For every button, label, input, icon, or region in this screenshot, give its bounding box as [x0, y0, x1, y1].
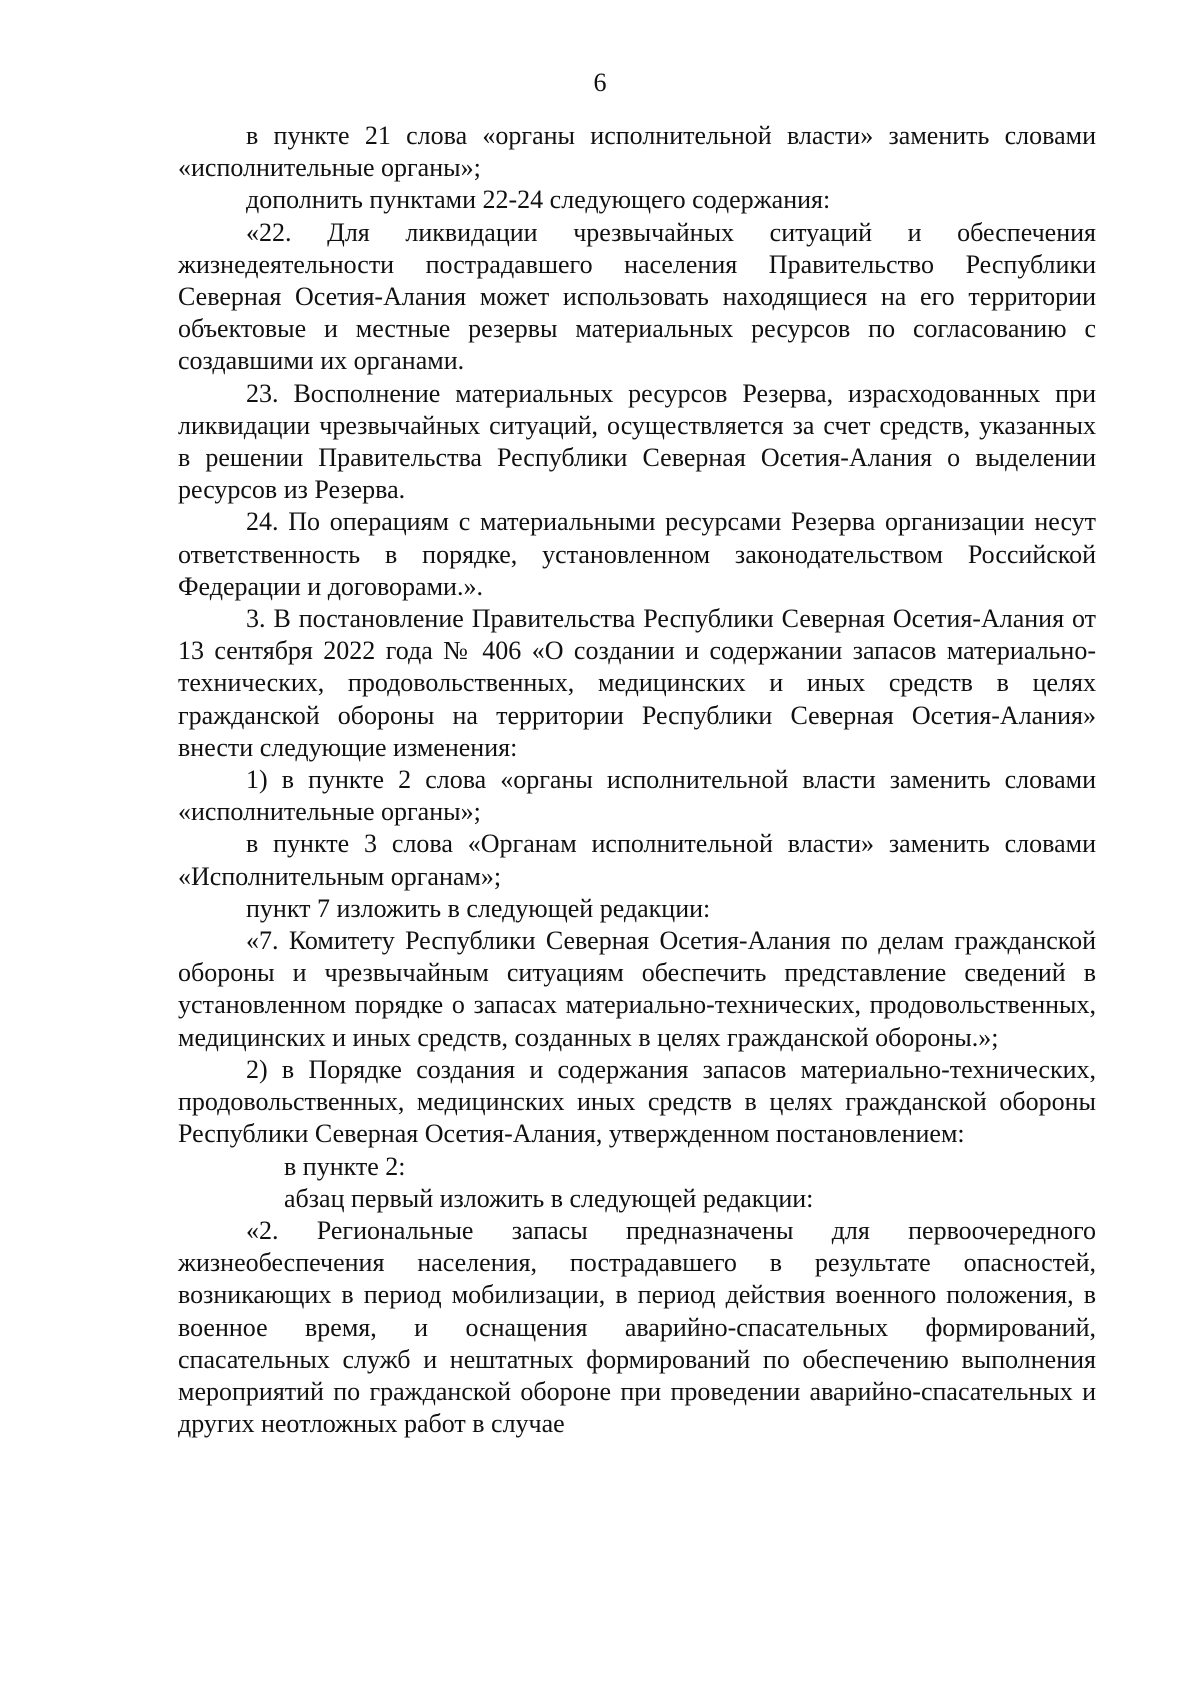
paragraph: в пункте 3 слова «Органам исполнительной власти» заменить словами «Исполнительным органам»; — [178, 829, 1096, 891]
paragraph: «22. Для ликвидации чрезвычайных ситуаций и обеспечения жизнедеятельности пострадавшего населения Правительство Республики Северная Осетия-Алания может использовать находящиеся на его территории объектовые и местные резервы материальных ресурсов по согласованию с создавшими их органами. — [178, 217, 1096, 376]
page-number: 6 — [593, 68, 607, 97]
paragraph: 2) в Порядке создания и содержания запасов материально-технических, продовольственных, медицинских иных средств в целях гражданской обороны Республики Северная Осетия-Алания, утвержденном постановлением: — [178, 1054, 1096, 1149]
paragraph: дополнить пунктами 22-24 следующего содержания: — [246, 185, 831, 215]
paragraph: в пункте 21 слова «органы исполнительной власти» заменить словами «исполнительные органы»; — [178, 121, 1096, 183]
document-body — [178, 120, 1096, 1440]
paragraph: «7. Комитету Республики Северная Осетия-Алания по делам гражданской обороны и чрезвычайным ситуациям обеспечить представление сведений в установленном порядке о запасах материально-технических, продовольственных, медицинских и иных средств, созданных в целях гражданской обороны.»; — [178, 926, 1096, 1052]
paragraph: абзац первый изложить в следующей редакции: — [284, 1183, 814, 1213]
paragraph: 3. В постановление Правительства Республики Северная Осетия-Алания от 13 сентября 2022 года № 406 «О создании и содержании запасов материально-технических, продовольственных, медицинских и иных средств в целях гражданской обороны на территории Республики Северная Осетия-Алания» внести следующие изменения: — [178, 604, 1096, 762]
paragraph: «2. Региональные запасы предназначены для первоочередного жизнеобеспечения населения, пострадавшего в результате опасностей, возникающих в период мобилизации, в период действия военного положения, в военное время, и оснащения аварийно-спасательных формирований, спасательных служб и нештатных формирований по обеспечению выполнения мероприятий по гражданской обороне при проведении аварийно-спасательных и других неотложных работ в случае — [178, 1215, 1096, 1439]
paragraph: 1) в пункте 2 слова «органы исполнительной власти заменить словами «исполнительные органы»; — [178, 765, 1096, 827]
paragraph: 24. По операциям с материальными ресурсами Резерва организации несут ответственность в порядке, установленном законодательством Российской Федерации и договорами.». — [178, 507, 1096, 601]
paragraph: 23. Восполнение материальных ресурсов Резерва, израсходованных при ликвидации чрезвычайных ситуаций, осуществляется за счет средств, указанных в решении Правительства Республики Северная Осетия-Алания о выделении ресурсов из Резерва. — [178, 378, 1096, 505]
paragraph: в пункте 2: — [284, 1151, 406, 1181]
paragraph: пункт 7 изложить в следующей редакции: — [246, 893, 711, 923]
